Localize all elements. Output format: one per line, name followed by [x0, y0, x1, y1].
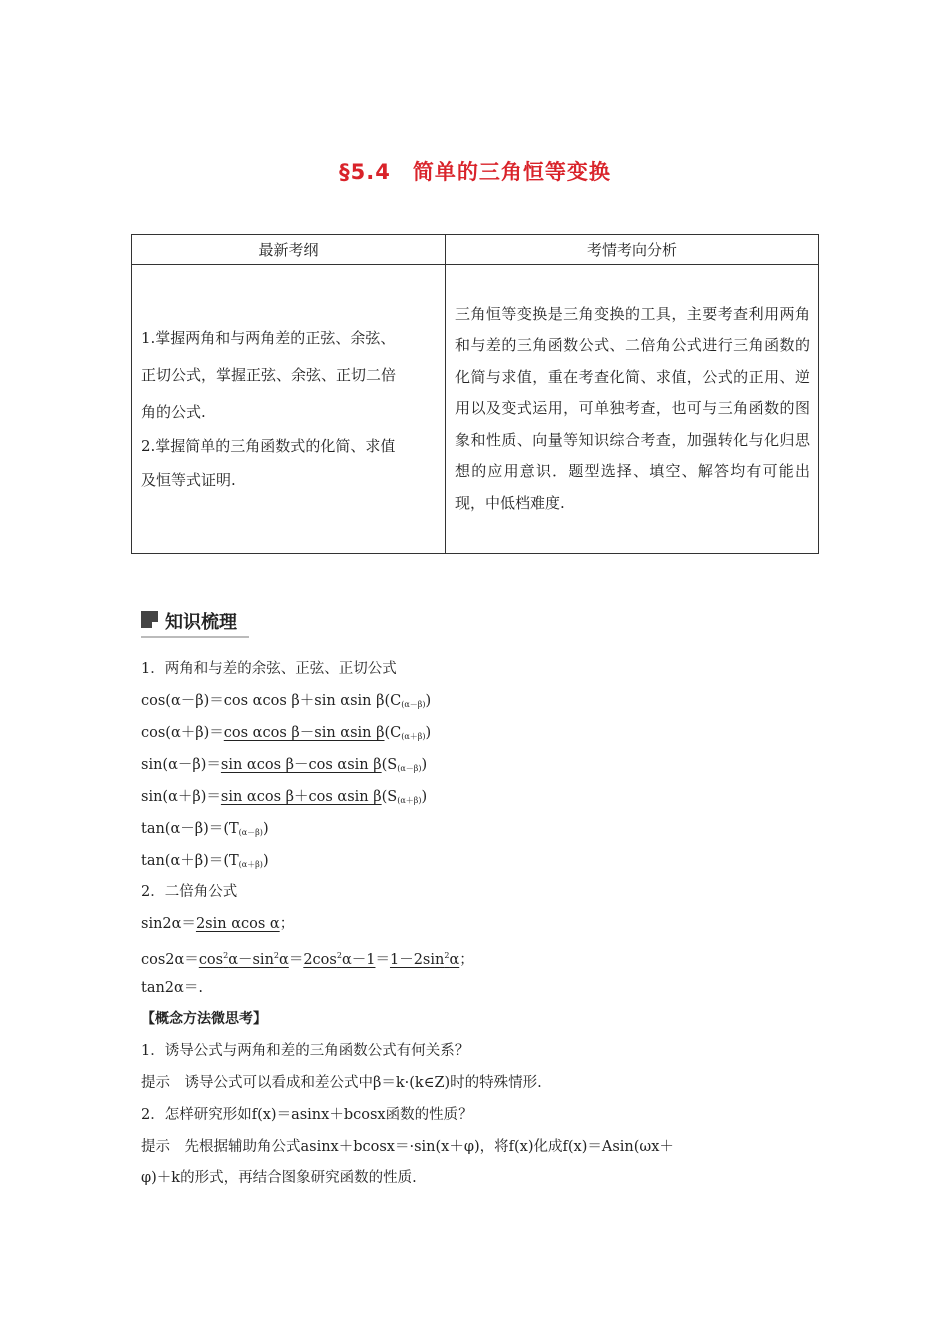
table-header-analysis: 考情考向分析	[446, 235, 819, 265]
formula-sin-diff: sin(α－β)＝sin αcos β－cos αsin $\beta(S_{(\alpha-\beta)})$	[141, 757, 428, 773]
syllabus-line: 及恒等式证明.	[141, 471, 236, 489]
table-header-syllabus: 最新考纲	[132, 235, 446, 265]
think-answer-2-line1: 提示 先根据辅助角公式asinx＋bcosx＝·sin(x＋φ)，将f(x)化成f(x)＝Asin(ωx＋	[141, 1139, 674, 1155]
syllabus-line: 1.掌握两角和与两角差的正弦、余弦、	[141, 329, 396, 347]
formula-heading-2: 2．二倍角公式	[141, 884, 238, 900]
page-title: §5.4 简单的三角恒等变换	[339, 160, 611, 184]
formula-sin-double: sin2α＝2sin αcos α；	[141, 916, 295, 932]
think-answer-2-line2: φ)＋k的形式，再结合图象研究函数的性质.	[141, 1170, 417, 1186]
formula-tan-double: tan2α＝.	[141, 980, 203, 996]
exam-outline-table	[131, 234, 819, 554]
formula-sin-sum: sin(α＋β)＝sin αcos β＋cos αsin $\beta(S_{(\alpha+\beta)})$	[141, 789, 428, 805]
syllabus-line: 2.掌握简单的三角函数式的化简、求值	[141, 437, 396, 455]
think-heading: 【概念方法微思考】	[141, 1011, 267, 1027]
syllabus-line: 角的公式.	[141, 403, 206, 421]
syllabus-line: 正切公式，掌握正弦、余弦、正切二倍	[141, 366, 397, 384]
formula-heading-1: 1．两角和与差的余弦、正弦、正切公式	[141, 661, 397, 677]
think-question-2: 2．怎样研究形如f(x)＝asinx＋bcosx函数的性质？	[141, 1107, 473, 1123]
formula-cos-diff: cos(α－β)＝cos αcos β＋sin αsin $\beta(C_{(\alpha-\beta)})$	[141, 693, 432, 709]
section-heading-label: 知识梳理	[165, 612, 237, 633]
formula-tan-diff: $\tan(\alpha-\beta)=(T_{(\alpha-\beta)})$	[141, 821, 269, 837]
section-marker-icon	[141, 611, 158, 628]
formula-cos-double: $\cos 2\alpha=\cos^2\alpha-\sin^2\alpha=2\cos^2\alpha-1=1-2\sin^2\alpha$；	[141, 951, 474, 968]
analysis-cell: 三角恒等变换是三角变换的工具，主要考查利用两角和与差的三角函数公式、二倍角公式进行三角函数的化简与求值，重在考查化简、求值，公式的正用、逆用以及变式运用，可单独考查，也可与三角函数的图象和性质、向量等知识综合考查，加强转化与化归思想的应用意识．题型选择、填空、解答均有可能出现，中低档难度.	[446, 265, 819, 554]
think-answer-1: 提示 诱导公式可以看成和差公式中β＝k·(k∈Z)时的特殊情形.	[141, 1075, 542, 1091]
syllabus-cell	[132, 265, 446, 554]
formula-tan-sum: $\tan(\alpha+\beta)=(T_{(\alpha+\beta)})$	[141, 853, 269, 869]
formula-cos-sum: cos(α＋β)＝cos αcos β－sin αsin $\beta(C_{(\alpha+\beta)})$	[141, 725, 432, 741]
section-heading	[141, 608, 249, 638]
think-question-1: 1．诱导公式与两角和差的三角函数公式有何关系？	[141, 1043, 470, 1059]
